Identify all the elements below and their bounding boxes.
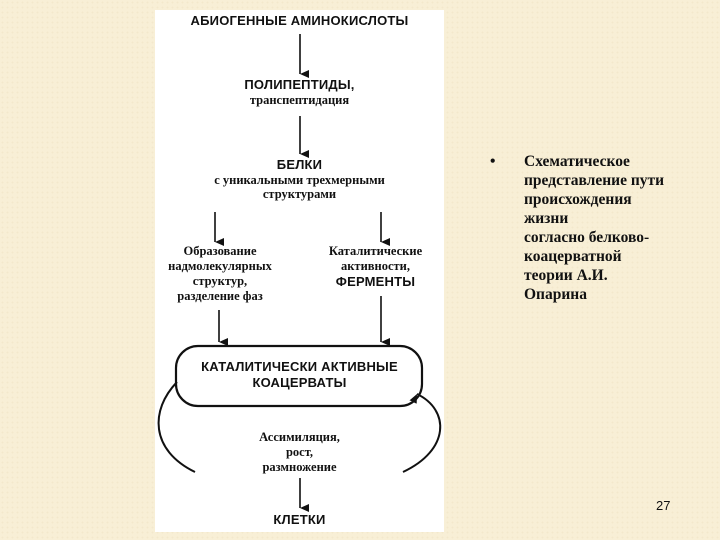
- node-right-line-3: ФЕРМЕНТЫ: [335, 274, 416, 289]
- caption-line-2: представление пути: [524, 172, 665, 189]
- node-polypeptides: ПОЛИПЕПТИДЫ,: [244, 77, 355, 92]
- node-polypeptides-sub: транспептидация: [249, 93, 350, 107]
- caption-line-8: Опарина: [524, 286, 587, 303]
- node-left-line-1: Образование: [183, 244, 257, 258]
- node-abiogenic-amino-acids: АБИОГЕННЫЕ АМИНОКИСЛОТЫ: [190, 13, 409, 28]
- node-cycle-line-3: размножение: [262, 460, 337, 474]
- caption-line-6: коацерватной: [524, 248, 622, 265]
- node-right-line-1: Каталитические: [328, 244, 423, 258]
- caption-line-3: происхождения: [524, 191, 632, 208]
- node-coacervates-line-2: КОАЦЕРВАТЫ: [252, 375, 347, 390]
- node-coacervates-line-1: КАТАЛИТИЧЕСКИ АКТИВНЫЕ: [201, 359, 398, 374]
- slide-number: 27: [656, 498, 671, 513]
- node-cycle-line-1: Ассимиляция,: [259, 430, 340, 444]
- node-cells: КЛЕТКИ: [273, 512, 326, 527]
- node-proteins-sub-2: структурами: [262, 187, 337, 201]
- node-cycle-line-2: рост,: [285, 445, 314, 459]
- caption-line-1: Схематическое: [524, 153, 630, 170]
- bullet-icon: •: [490, 153, 496, 170]
- node-left-line-3: структур,: [192, 274, 248, 288]
- node-left-line-2: надмолекулярных: [168, 259, 272, 273]
- node-left-line-4: разделение фаз: [177, 289, 263, 303]
- caption-line-4: жизни: [524, 210, 569, 227]
- node-proteins: БЕЛКИ: [276, 157, 323, 172]
- caption-line-5: согласно белково-: [524, 229, 650, 246]
- node-proteins-sub-1: с уникальными трехмерными: [214, 173, 385, 187]
- caption-line-7: теории А.И.: [524, 267, 608, 284]
- diagram-panel: [155, 10, 444, 532]
- node-right-line-2: активности,: [340, 259, 410, 273]
